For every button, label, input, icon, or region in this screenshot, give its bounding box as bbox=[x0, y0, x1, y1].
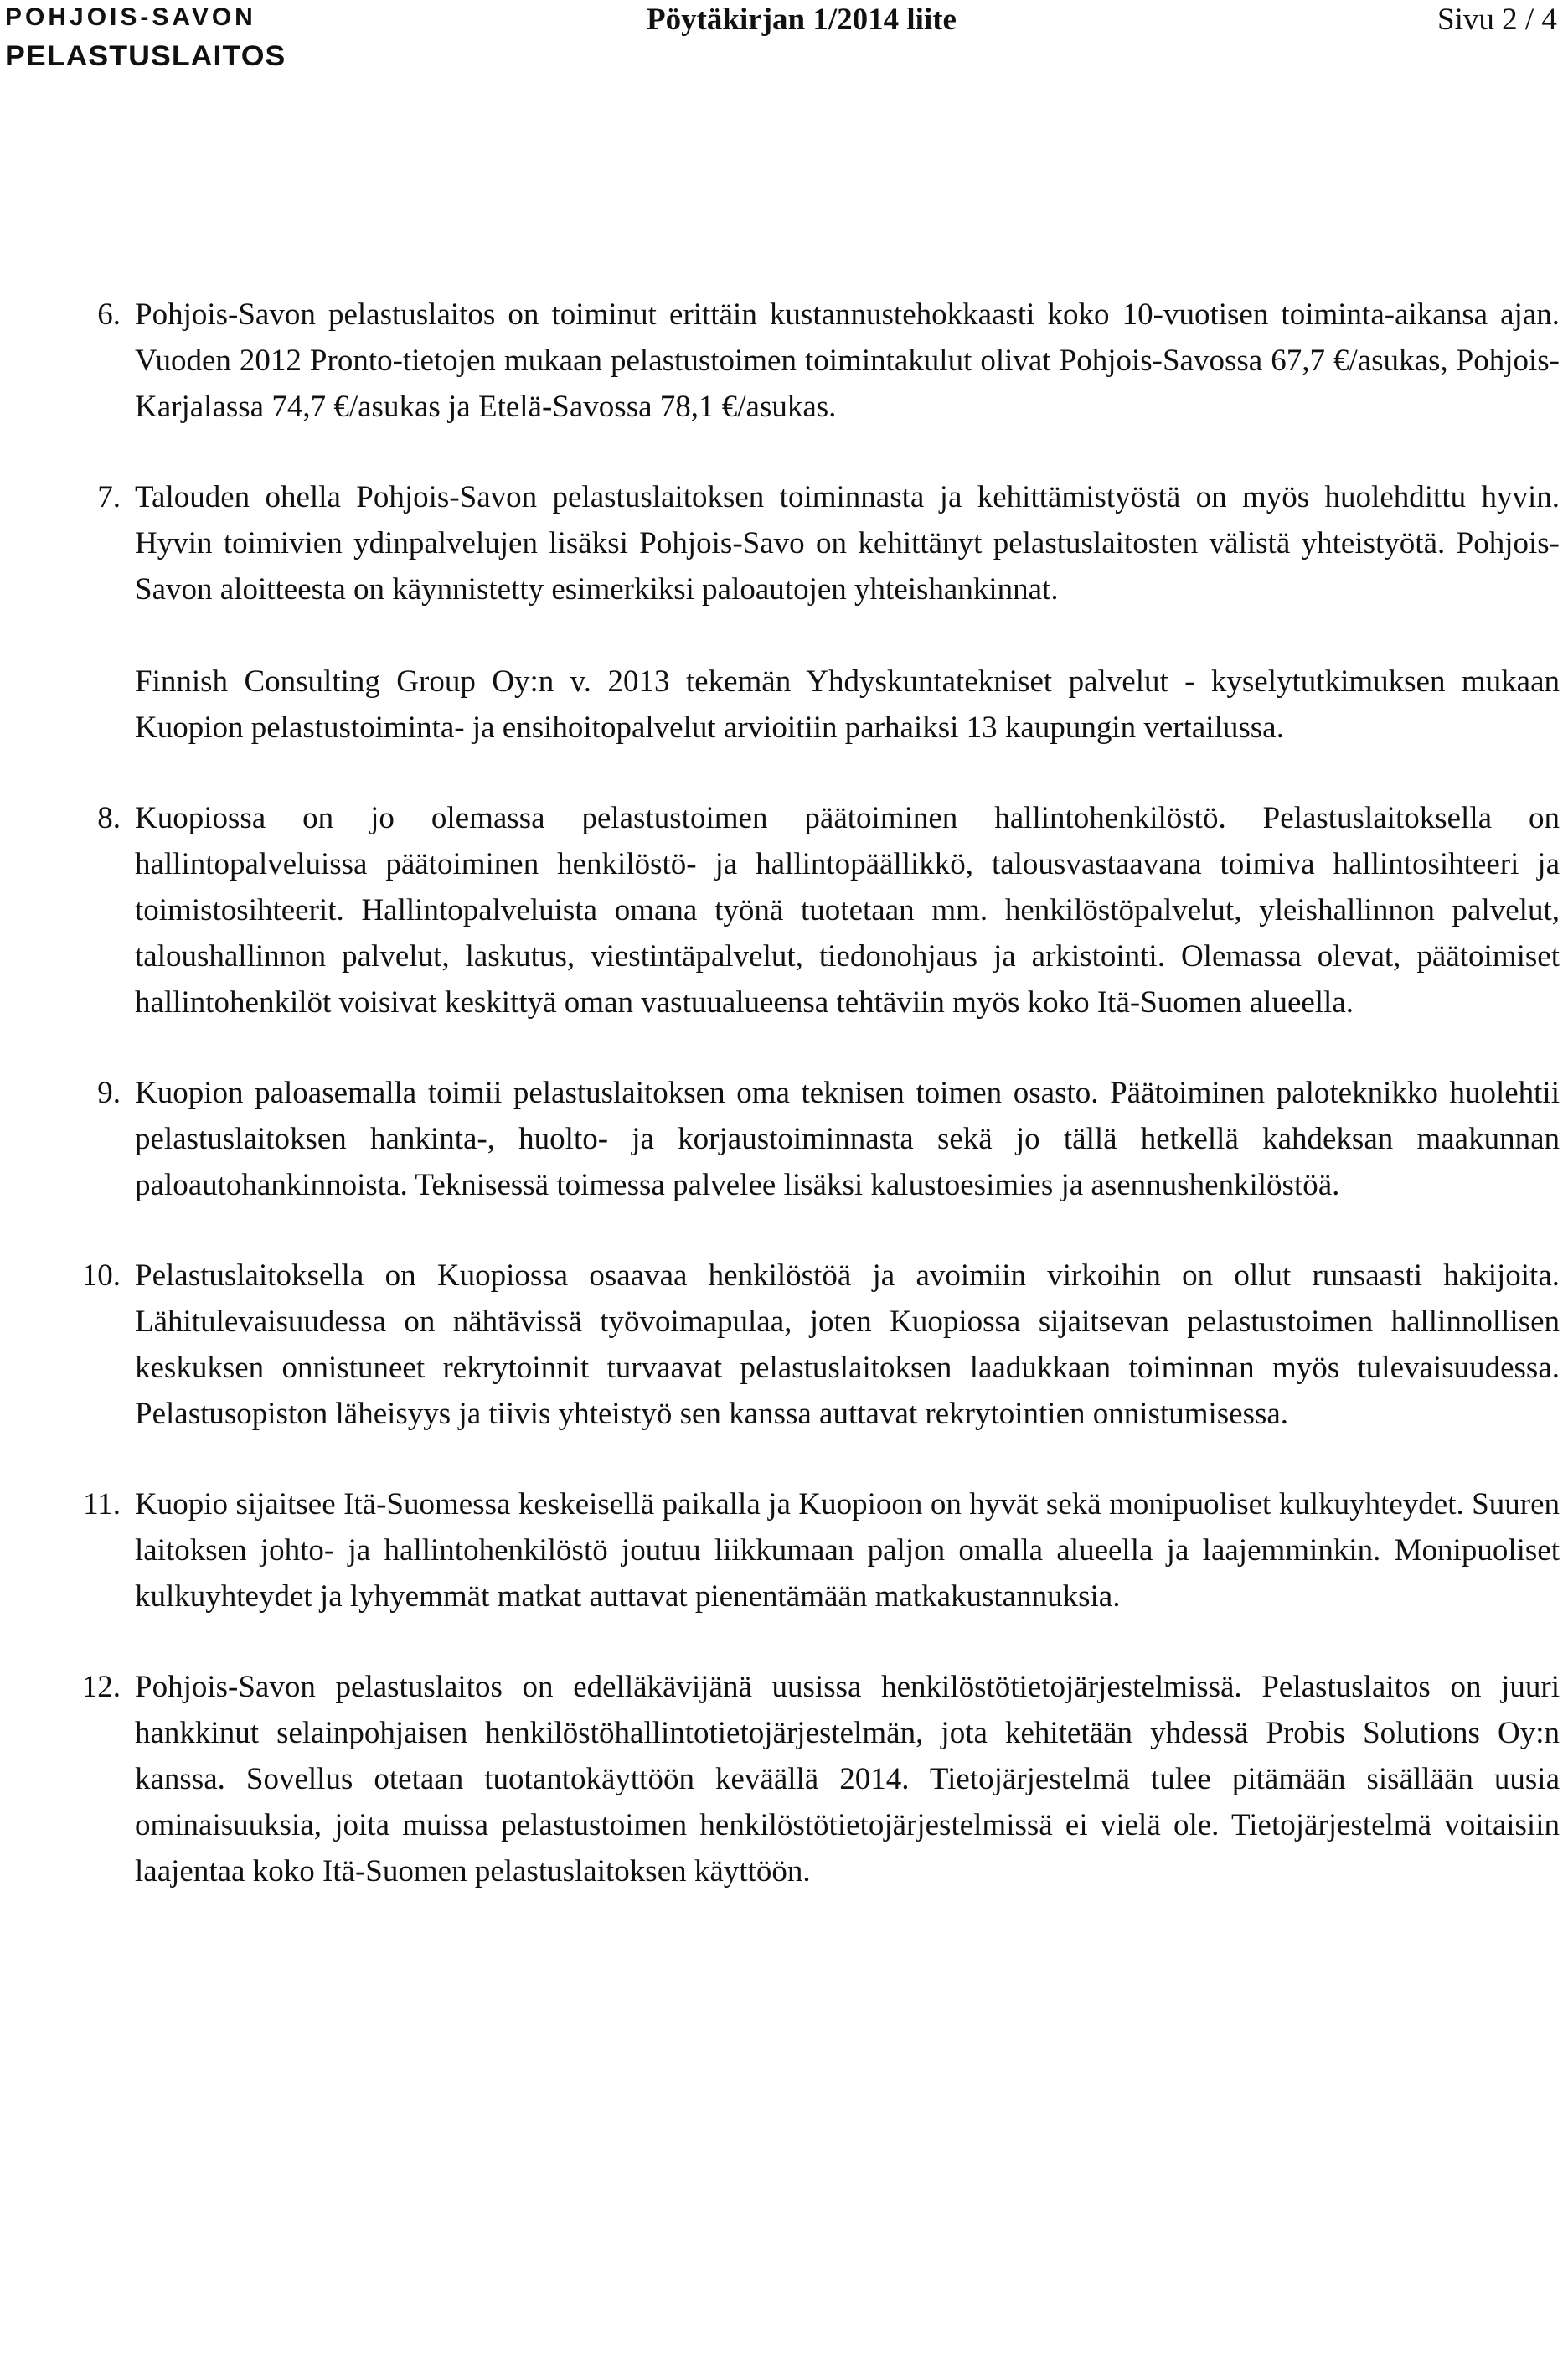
list-item-paragraph: Pohjois-Savon pelastuslaitos on edelläkävijänä uusissa henkilöstötietojärjestelmissä. Pelastuslaitos on juuri hankkinut selainpohjaisen henkilöstöhallintotietojärjestelmän, jota kehitetään yhdessä Probis Solutions Oy:n kanssa. Sovellus otetaan tuotantokäyttöön keväällä 2014. Tietojärjestelmä tulee pitämään sisällään uusia ominaisuuksia, joita muissa pelastustoimen henkilöstötietojärjestelmissä ei vielä ole. Tietojärjestelmä voitaisiin laajentaa koko Itä-Suomen pelastuslaitoksen käyttöön. bbox=[135, 1670, 1560, 1888]
organization-name-line2: PELASTUSLAITOS bbox=[5, 40, 286, 72]
list-item-number: 6. bbox=[97, 297, 121, 332]
list-item-paragraph: Pohjois-Savon pelastuslaitos on toiminut erittäin kustannustehokkaasti koko 10-vuotisen toiminta-aikansa ajan. Vuoden 2012 Pronto-tietojen mukaan pelastustoimen toimintakulut olivat Pohjois-Savossa 67,7 €/asukas, Pohjois-Karjalassa 74,7 €/asukas ja Etelä-Savossa 78,1 €/asukas. bbox=[135, 297, 1560, 424]
list-item-12 bbox=[0, 1664, 1560, 1894]
list-item-paragraph: Kuopiossa on jo olemassa pelastustoimen päätoiminen hallintohenkilöstö. Pelastuslaitoksella on hallintopalveluissa päätoiminen henkilöstö- ja hallintopäällikkö, talousvastaavana toimiva hallintosihteeri ja toimistosihteerit. Hallintopalveluista omana työnä tuotetaan mm. henkilöstöpalvelut, yleishallinnon palvelut, taloushallinnon palvelut, laskutus, viestintäpalvelut, tiedonohjaus ja arkistointi. Olemassa olevat, päätoimiset hallintohenkilöt voisivat keskittyä oman vastuualueensa tehtäviin myös koko Itä-Suomen alueella. bbox=[135, 801, 1560, 1020]
page-number: Sivu 2 / 4 bbox=[1437, 3, 1557, 37]
list-item-11 bbox=[0, 1481, 1560, 1620]
list-item-number: 8. bbox=[97, 801, 121, 835]
list-item-paragraph: Kuopio sijaitsee Itä-Suomessa keskeisellä paikalla ja Kuopioon on hyvät sekä monipuoliset kulkuyhteydet. Suuren laitoksen johto- ja hallintohenkilöstö joutuu liikkumaan paljon omalla alueella ja laajemminkin. Monipuoliset kulkuyhteydet ja lyhyemmät matkat auttavat pienentämään matkakustannuksia. bbox=[135, 1487, 1560, 1614]
list-item-8 bbox=[0, 795, 1560, 1026]
list-item-paragraph: Talouden ohella Pohjois-Savon pelastuslaitoksen toiminnasta ja kehittämistyöstä on myös huolehdittu hyvin. Hyvin toimivien ydinpalvelujen lisäksi Pohjois-Savo on kehittänyt pelastuslaitosten välistä yhteistyötä. Pohjois-Savon aloitteesta on käynnistetty esimerkiksi paloautojen yhteishankinnat. bbox=[135, 480, 1560, 607]
list-item-paragraph: Kuopion paloasemalla toimii pelastuslaitoksen oma teknisen toimen osasto. Päätoiminen paloteknikko huolehtii pelastuslaitoksen hankinta-, huolto- ja korjaustoiminnasta sekä jo tällä hetkellä kahdeksan maakunnan paloautohankinnoista. Teknisessä toimessa palvelee lisäksi kalustoesimies ja asennushenkilöstöä. bbox=[135, 1076, 1560, 1202]
list-item-6 bbox=[0, 292, 1560, 430]
list-item-number: 7. bbox=[97, 480, 121, 514]
list-item-number: 9. bbox=[97, 1076, 121, 1110]
list-item-number: 11. bbox=[83, 1487, 121, 1522]
list-item-9 bbox=[0, 1070, 1560, 1208]
document-reference: Pöytäkirjan 1/2014 liite bbox=[647, 3, 957, 37]
organization-name-line1: POHJOIS-SAVON bbox=[5, 3, 256, 31]
list-item-paragraph: Pelastuslaitoksella on Kuopiossa osaavaa henkilöstöä ja avoimiin virkoihin on ollut runsaasti hakijoita. Lähitulevaisuudessa on nähtävissä työvoimapulaa, joten Kuopiossa sijaitsevan pelastustoimen hallinnollisen keskuksen onnistuneet rekrytoinnit turvaavat pelastuslaitoksen laadukkaan toiminnan myös tulevaisuudessa. Pelastusopiston läheisyys ja tiivis yhteistyö sen kanssa auttavat rekrytointien onnistumisessa. bbox=[135, 1258, 1560, 1431]
list-item-paragraph: Finnish Consulting Group Oy:n v. 2013 tekemän Yhdyskuntatekniset palvelut - kyselytutkimuksen mukaan Kuopion pelastustoiminta- ja ensihoitopalvelut arvioitiin parhaiksi 13 kaupungin vertailussa. bbox=[135, 664, 1560, 745]
page-header bbox=[0, 0, 1568, 101]
list-item-10 bbox=[0, 1253, 1560, 1437]
list-item-7 bbox=[0, 474, 1560, 751]
list-item-number: 12. bbox=[81, 1670, 121, 1704]
list-item-number: 10. bbox=[81, 1258, 121, 1293]
document-body bbox=[0, 292, 1560, 1939]
